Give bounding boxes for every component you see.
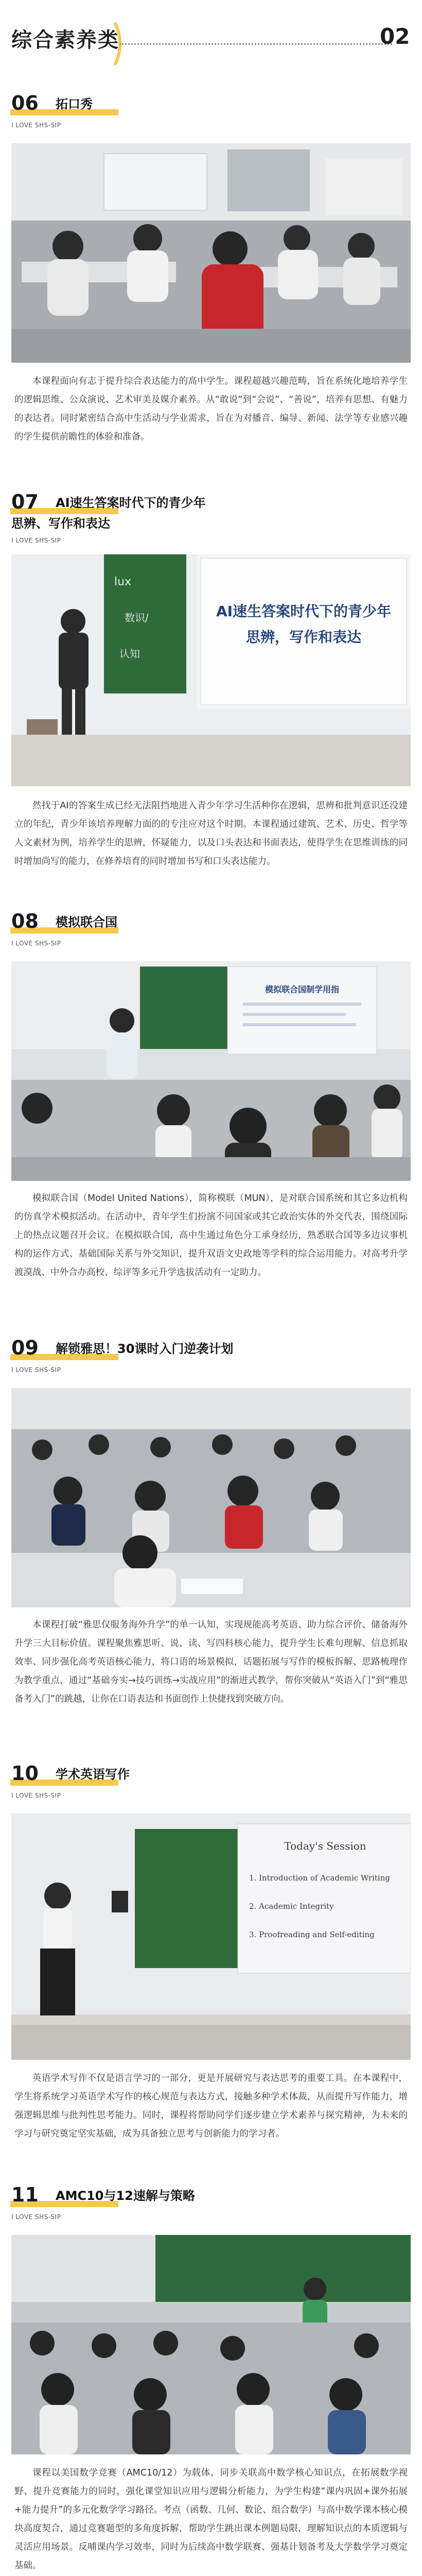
board-line-1: 1. Introduction of Academic Writing <box>249 1873 390 1883</box>
board-line-2: 2. Academic Integrity <box>249 1902 334 1911</box>
category-title: 综合素养类 <box>11 28 119 52</box>
svg-text:数识/: 数识/ <box>125 612 149 624</box>
section-08-heading <box>0 910 422 951</box>
section-title: AMC10与12速解与策略 <box>56 2189 195 2203</box>
svg-text:3. Proofreading and Self-editi <box>249 1930 375 1939</box>
header-dotted-line <box>119 43 392 45</box>
section-10-heading <box>0 1762 422 1803</box>
mun-classroom-scene <box>11 961 411 1181</box>
slide-title-line-1: AI速生答案时代下的青少年 <box>216 603 392 620</box>
section-subtitle: I LOVE SHS-SIP <box>11 1366 61 1374</box>
section-title: 学术英语写作 <box>56 1767 130 1782</box>
section-06-heading <box>0 92 422 133</box>
lecture-scene <box>11 554 411 786</box>
section-title-line-2: 思辨、写作和表达 <box>11 516 110 531</box>
section-07-photo <box>11 554 411 786</box>
section-11-photo <box>11 2235 411 2454</box>
section-09-heading <box>0 1336 422 1378</box>
section-title: 解锁雅思！30课时入门逆袭计划 <box>56 1342 234 1356</box>
section-10-description: 英语学术写作不仅是语言学习的一部分，更是开展研究与表达思考的重要工具。在本课程中，学生将系统学习英语学术写作的核心规范与表达方式，接触多种学术体裁，从而提升写作能力，增强逻辑思维与批判性思考能力。同时，课程将帮助同学们逐步建立学术素养与探究精神，为未来的学习与研究奠定坚实基础，成为具备独立思考与创新能力的学习者。 <box>14 2073 408 2139</box>
slide-title: 模拟联合国制学用指 <box>265 985 340 994</box>
board-line-3: 3. Proofreading and Self-editing <box>249 1930 375 1939</box>
ielts-classroom-scene <box>11 1388 411 1607</box>
section-number: 07 <box>11 490 39 513</box>
section-07-heading <box>0 490 422 547</box>
slide-title-line-2: 思辨，写作和表达 <box>245 629 362 646</box>
svg-text:思辨，写作和表达 <box>246 629 361 646</box>
category-number: 02 <box>380 24 410 49</box>
section-title: 模拟联合国 <box>56 915 117 929</box>
section-06-photo <box>11 143 411 363</box>
board-title: Today's Session <box>284 1840 366 1852</box>
svg-text:Today's Session <box>284 1840 366 1852</box>
section-11-heading <box>0 2183 422 2225</box>
section-07-description: 然找于AI的答案生成已经无法阻挡地进入青少年学习生活种你在逻辑，思辨和批判意识还没建立的年纪，青少年该培养理解力面的的专注应对这个时期。本课程通过建筑、艺术、历史、哲学等人文素材为例，培养学生的思辨，怀疑能力，以及口头表达和书面表达，使得学生在思维训练的同时增加尚写的能力，在修养培育的同时增加书写和口头表达能力。 <box>14 801 408 867</box>
svg-text:模拟联合国制学用指 <box>265 985 339 994</box>
section-title: 拓口秀 <box>56 97 93 111</box>
section-09-description: 本课程打破“雅思仅服务海外升学”的单一认知，实现规能高考英语、助力综合评价、储备海外升学三大目标价值。课程聚焦雅思听、说、读、写四科核心能力，提升学生长难句理解、信息抓取效率、同步强化高考英语核心能力，将口语的场景模拟，话题拓展与写作的模板拆解、思路梳理作为教学重点，通过“基础夯实→技巧训练→实战应用”的渐进式教学，帮你突破从“英语入门”到“雅思备考入门”的跳越，让你在口语表达和书面创作上快捷找到突破方向。 <box>14 1620 408 1704</box>
page-header <box>0 0 422 77</box>
section-subtitle: I LOVE SHS-SIP <box>11 537 61 544</box>
svg-text:AI速生答案时代下的青少年 <box>216 603 391 620</box>
section-09-photo <box>11 1388 411 1607</box>
section-subtitle: I LOVE SHS-SIP <box>11 122 61 129</box>
section-10-photo <box>11 1814 411 2060</box>
academic-writing-scene <box>11 1814 411 2060</box>
section-06-description: 本课程面向有志于提升综合表达能力的高中学生。课程超越兴趣范畴，旨在系统化地培养学生的逻辑思维、公众演说、艺术审美及媒介素养。从“敢说”到“会说”、“善说”，培养有思想、有魅力的表达者。同时紧密结合高中生活动与学业需求，旨在为对播音、编导、新闻、法学等专业感兴趣的学生提供前瞻性的体验和准备。 <box>14 376 408 442</box>
section-number: 11 <box>11 2183 39 2206</box>
section-subtitle: I LOVE SHS-SIP <box>11 2213 61 2221</box>
amc-classroom-scene <box>11 2235 411 2454</box>
section-11-description: 课程以美国数学竞赛（AMC10/12）为载体，同步关联高中数学核心知识点，在拓展数学视野、提升竞赛能力的同时，强化课堂知识应用与逻辑分析能力，为学生构建“课内巩固+课外拓展+能力提升”的多元化数学学习路径。考点（函数、几何、数论、组合数学）与高中数学课本核心模块高度契合，通过竞赛题型的多角度拆解，帮助学生跳出课本例题局限，理解知识点的本质逻辑与灵活应用场景。反哺课内学习效率，同时为后续高中数学联赛、强基计划备考及大学数学学习奠定基础。 <box>14 2468 408 2571</box>
svg-text:2. Academic Integrity <box>249 1902 334 1911</box>
section-08-photo <box>11 961 411 1181</box>
section-number: 09 <box>11 1336 39 1359</box>
svg-text:1. Introduction of Academic Wr <box>249 1873 390 1883</box>
section-08-description: 模拟联合国（Model United Nations），简称模联（MUN），是对联合国系统和其它多边机构的仿真学术模拟活动。在活动中，青年学生们扮演不同国家或其它政治实体的外交代表，围绕国际上的热点议题召开会议。在模拟联合国，高中生通过角色分工承身经历，熟悉联合国等多边议事机构的运作方式、基础国际关系与外交知识，提升双语文史政地等学科的综合运用能力。对高考升学渡漠战、中外合办高校、综评等多元升学选拔活动有一定助力。 <box>14 1193 408 1278</box>
section-number: 10 <box>11 1762 39 1785</box>
section-subtitle: I LOVE SHS-SIP <box>11 1792 61 1799</box>
svg-text:lux: lux <box>114 575 132 588</box>
section-title-line-1: AI速生答案时代下的青少年 <box>56 496 206 510</box>
section-number: 08 <box>11 910 39 933</box>
svg-text:认知: 认知 <box>119 648 140 660</box>
section-subtitle: I LOVE SHS-SIP <box>11 940 61 947</box>
section-number: 06 <box>11 92 39 114</box>
